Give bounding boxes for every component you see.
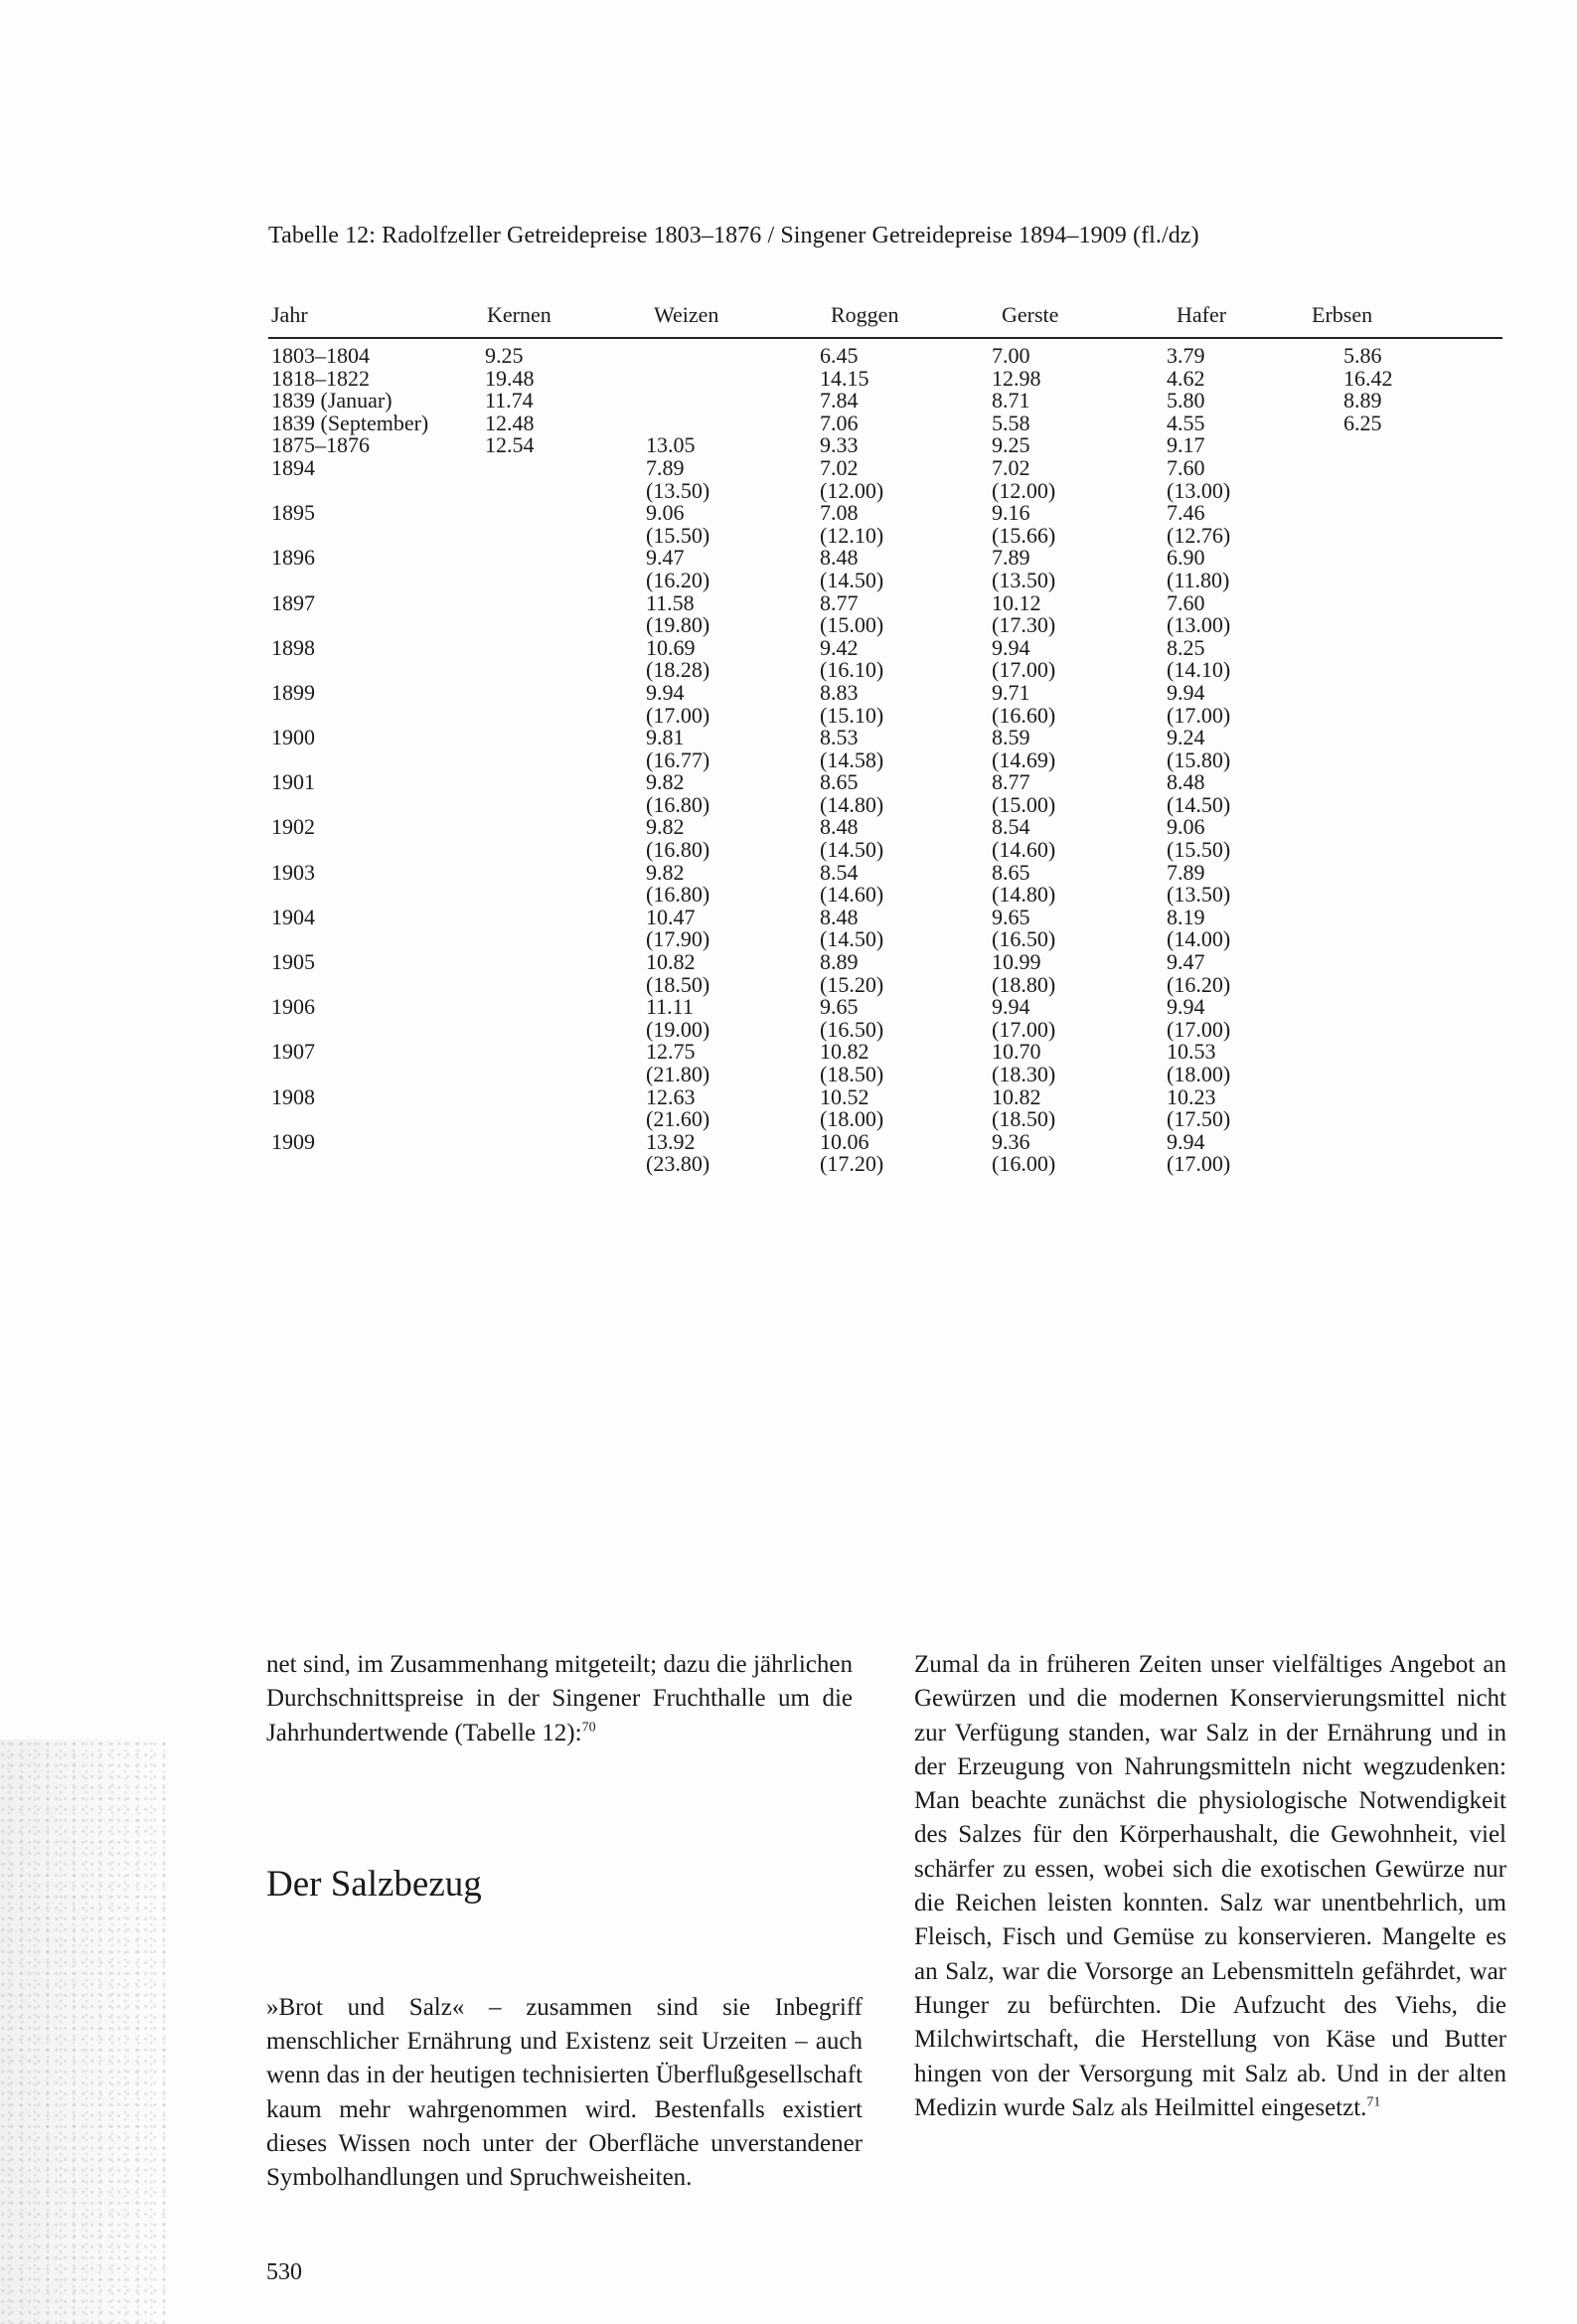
cell-roggen: 8.65 — [820, 769, 859, 795]
table-row — [268, 1016, 1502, 1042]
cell-weizen: 9.94 — [646, 679, 685, 705]
cell-roggen: (14.80) — [820, 791, 884, 817]
table-row — [268, 477, 1502, 503]
table-header — [268, 304, 1502, 339]
cell-gerste: 8.71 — [992, 388, 1030, 414]
cell-kernen: 9.25 — [485, 343, 524, 368]
cell-hafer: (18.00) — [1167, 1062, 1231, 1086]
cell-gerste: 10.12 — [992, 589, 1041, 615]
cell-gerste: (18.30) — [992, 1062, 1056, 1086]
cell-hafer: (13.50) — [1167, 882, 1231, 908]
cell-gerste: (17.00) — [992, 657, 1056, 683]
cell-weizen: 9.82 — [646, 814, 685, 840]
scan-edge-noise — [0, 1740, 169, 2324]
cell-roggen: 10.52 — [820, 1083, 869, 1109]
table-row — [268, 1083, 1502, 1109]
cell-roggen: 8.48 — [820, 814, 859, 840]
cell-roggen: 9.65 — [820, 994, 859, 1020]
footnote-70: 70 — [581, 1720, 596, 1736]
cell-roggen: (16.10) — [820, 657, 884, 683]
table-row — [268, 839, 1502, 862]
cell-roggen: (18.00) — [820, 1106, 884, 1132]
cell-weizen: (23.80) — [646, 1151, 710, 1177]
cell-roggen: (15.10) — [820, 702, 884, 728]
table-row — [268, 659, 1502, 682]
table-row — [268, 634, 1502, 660]
cell-gerste: 9.71 — [992, 679, 1030, 705]
cell-jahr: 1875–1876 — [271, 432, 370, 458]
table-row — [268, 727, 1502, 749]
cell-weizen: (16.80) — [646, 837, 710, 863]
cell-roggen: (15.20) — [820, 971, 884, 997]
cell-gerste: 9.36 — [992, 1128, 1030, 1154]
cell-jahr: 1909 — [271, 1128, 315, 1154]
cell-jahr: 1906 — [271, 994, 315, 1020]
cell-gerste: 8.65 — [992, 859, 1030, 885]
cell-weizen: 12.75 — [646, 1039, 696, 1065]
cell-hafer: 6.90 — [1167, 545, 1205, 571]
cell-weizen: (21.80) — [646, 1062, 710, 1086]
cell-weizen: 10.47 — [646, 904, 696, 929]
cell-hafer: 4.62 — [1167, 365, 1205, 391]
cell-roggen: 10.06 — [820, 1128, 869, 1154]
table-body — [268, 339, 1502, 1176]
cell-gerste: 7.00 — [992, 343, 1030, 368]
table-row — [268, 702, 1502, 728]
cell-roggen: 14.15 — [820, 365, 869, 391]
table-row — [268, 996, 1502, 1019]
cell-weizen: 11.11 — [646, 994, 694, 1020]
cell-hafer: (12.76) — [1167, 522, 1231, 548]
cell-weizen: (16.77) — [646, 747, 710, 772]
cell-weizen: (16.80) — [646, 791, 710, 817]
cell-weizen: (16.20) — [646, 567, 710, 592]
table-row — [268, 771, 1502, 794]
header-gerste: Gerste — [1002, 302, 1059, 327]
cell-jahr: 1908 — [271, 1083, 315, 1109]
cell-hafer: 9.94 — [1167, 1128, 1205, 1154]
cell-gerste: 12.98 — [992, 365, 1041, 391]
cell-kernen: 19.48 — [485, 365, 535, 391]
table-row — [268, 884, 1502, 907]
cell-weizen: 13.05 — [646, 432, 696, 458]
right-body-paragraph — [914, 1648, 1506, 2125]
cell-weizen: (21.60) — [646, 1106, 710, 1132]
cell-roggen: 8.77 — [820, 589, 859, 615]
cell-weizen: 13.92 — [646, 1128, 696, 1154]
cell-jahr: 1900 — [271, 725, 315, 750]
cell-jahr: 1907 — [271, 1039, 315, 1065]
cell-hafer: (17.50) — [1167, 1106, 1231, 1132]
table-row — [268, 679, 1502, 705]
cell-gerste: 7.02 — [992, 454, 1030, 480]
cell-gerste: 8.59 — [992, 725, 1030, 750]
table-row — [268, 567, 1502, 592]
cell-gerste: (16.00) — [992, 1151, 1056, 1177]
cell-roggen: (14.50) — [820, 567, 884, 592]
table-row — [268, 522, 1502, 548]
left-body-text: »Brot und Salz« – zusammen sind sie Inbegriff menschlicher Ernährung und Existenz seit Urzeiten – auch wenn das in der heutigen technisierten Überflußgesellschaft kaum mehr wahrgenommen wird. Bestenfalls existiert dieses Wissen noch unter der Oberfläche unverstandener Symbolhandlungen und Spruchweisheiten. — [266, 1994, 863, 2192]
cell-jahr: 1818–1822 — [271, 365, 370, 391]
cell-roggen: (14.50) — [820, 837, 884, 863]
cell-gerste: (16.50) — [992, 926, 1056, 952]
cell-gerste: 9.16 — [992, 500, 1030, 526]
cell-hafer: 9.94 — [1167, 679, 1205, 705]
cell-kernen: 12.54 — [485, 432, 535, 458]
cell-gerste: 8.77 — [992, 769, 1030, 795]
cell-jahr: 1903 — [271, 859, 315, 885]
cell-gerste: 8.54 — [992, 814, 1030, 840]
cell-gerste: 7.89 — [992, 545, 1030, 571]
cell-jahr: 1902 — [271, 814, 315, 840]
cell-roggen: 10.82 — [820, 1039, 869, 1065]
cell-roggen: 8.48 — [820, 545, 859, 571]
cell-gerste: (16.60) — [992, 702, 1056, 728]
cell-hafer: 7.60 — [1167, 454, 1205, 480]
table-row — [268, 390, 1502, 413]
cell-roggen: 8.89 — [820, 949, 859, 975]
header-kernen: Kernen — [487, 302, 552, 327]
cell-weizen: 9.47 — [646, 545, 685, 571]
table-row — [268, 1128, 1502, 1154]
cell-roggen: 7.08 — [820, 500, 859, 526]
cell-hafer: 5.80 — [1167, 388, 1205, 414]
table-row — [268, 454, 1502, 480]
table-row — [268, 928, 1502, 951]
cell-gerste: 9.65 — [992, 904, 1030, 929]
cell-weizen: (16.80) — [646, 882, 710, 908]
cell-weizen: (19.80) — [646, 612, 710, 638]
cell-gerste: (14.80) — [992, 882, 1056, 908]
cell-hafer: 3.79 — [1167, 343, 1205, 368]
cell-gerste: 10.70 — [992, 1039, 1041, 1065]
cell-erbsen: 16.42 — [1343, 365, 1393, 391]
cell-weizen: 10.82 — [646, 949, 696, 975]
cell-roggen: (12.00) — [820, 477, 884, 503]
cell-gerste: (15.66) — [992, 522, 1056, 548]
cell-weizen: 9.82 — [646, 769, 685, 795]
cell-roggen: 8.48 — [820, 904, 859, 929]
cell-hafer: 10.23 — [1167, 1083, 1216, 1109]
cell-hafer: (17.00) — [1167, 1016, 1231, 1042]
cell-roggen: (15.00) — [820, 612, 884, 638]
header-erbsen: Erbsen — [1312, 302, 1373, 327]
table-row — [268, 1153, 1502, 1176]
cell-roggen: 9.33 — [820, 432, 859, 458]
table-row — [268, 791, 1502, 817]
cell-hafer: 7.89 — [1167, 859, 1205, 885]
left-intro-paragraph — [266, 1648, 853, 1750]
table-row — [268, 589, 1502, 615]
cell-hafer: (15.80) — [1167, 747, 1231, 772]
cell-jahr: 1803–1804 — [271, 343, 370, 368]
cell-weizen: (18.28) — [646, 657, 710, 683]
cell-weizen: 7.89 — [646, 454, 685, 480]
grain-price-table — [268, 304, 1502, 1176]
cell-jahr: 1894 — [271, 454, 315, 480]
cell-kernen: 12.48 — [485, 410, 535, 435]
cell-gerste: (17.00) — [992, 1016, 1056, 1042]
table-row — [268, 816, 1502, 839]
cell-gerste: (12.00) — [992, 477, 1056, 503]
cell-gerste: (14.69) — [992, 747, 1056, 772]
cell-jahr: 1901 — [271, 769, 315, 795]
cell-gerste: 9.25 — [992, 432, 1030, 458]
table-row — [268, 971, 1502, 997]
footnote-71: 71 — [1366, 2094, 1381, 2110]
cell-roggen: (17.20) — [820, 1151, 884, 1177]
table-row — [268, 904, 1502, 929]
table-row — [268, 345, 1502, 368]
table-row — [268, 547, 1502, 570]
header-roggen: Roggen — [831, 302, 899, 327]
table-row — [268, 502, 1502, 525]
cell-hafer: 9.47 — [1167, 949, 1205, 975]
cell-hafer: 10.53 — [1167, 1039, 1216, 1065]
table-row — [268, 859, 1502, 885]
cell-roggen: 8.54 — [820, 859, 859, 885]
table-row — [268, 434, 1502, 457]
cell-weizen: (17.00) — [646, 702, 710, 728]
cell-roggen: (18.50) — [820, 1062, 884, 1086]
cell-jahr: 1899 — [271, 679, 315, 705]
left-intro-text: net sind, im Zusammenhang mitgeteilt; dazu die jährlichen Durchschnittspreise in der Singener Fruchthalle um die Jahrhundertwende (Tabelle 12): — [266, 1651, 853, 1746]
cell-gerste: 9.94 — [992, 994, 1030, 1020]
cell-hafer: 7.46 — [1167, 500, 1205, 526]
cell-roggen: (12.10) — [820, 522, 884, 548]
cell-erbsen: 8.89 — [1343, 388, 1382, 414]
cell-weizen: (15.50) — [646, 522, 710, 548]
header-hafer: Hafer — [1177, 302, 1227, 327]
cell-roggen: 7.06 — [820, 410, 859, 435]
cell-weizen: 9.82 — [646, 859, 685, 885]
cell-kernen: 11.74 — [485, 388, 534, 414]
cell-roggen: (16.50) — [820, 1016, 884, 1042]
cell-roggen: 9.42 — [820, 634, 859, 660]
cell-gerste: (15.00) — [992, 791, 1056, 817]
cell-erbsen: 5.86 — [1343, 343, 1382, 368]
cell-hafer: (14.50) — [1167, 791, 1231, 817]
cell-weizen: 9.06 — [646, 500, 685, 526]
table-row — [268, 1108, 1502, 1131]
cell-jahr: 1896 — [271, 545, 315, 571]
cell-hafer: 7.60 — [1167, 589, 1205, 615]
left-body-paragraph — [266, 1991, 863, 2195]
cell-jahr: 1897 — [271, 589, 315, 615]
table-row — [268, 951, 1502, 974]
cell-hafer: 8.48 — [1167, 769, 1205, 795]
cell-gerste: (18.50) — [992, 1106, 1056, 1132]
cell-jahr: 1839 (September) — [271, 410, 429, 435]
cell-hafer: (13.00) — [1167, 612, 1231, 638]
cell-hafer: (14.00) — [1167, 926, 1231, 952]
table-row — [268, 1064, 1502, 1086]
table-row — [268, 410, 1502, 435]
cell-jahr: 1839 (Januar) — [271, 388, 393, 414]
header-jahr: Jahr — [271, 302, 308, 327]
cell-weizen: (19.00) — [646, 1016, 710, 1042]
cell-roggen: 7.84 — [820, 388, 859, 414]
cell-jahr: 1895 — [271, 500, 315, 526]
cell-gerste: (13.50) — [992, 567, 1056, 592]
cell-roggen: (14.60) — [820, 882, 884, 908]
cell-weizen: 12.63 — [646, 1083, 696, 1109]
cell-hafer: 9.24 — [1167, 725, 1205, 750]
cell-gerste: 5.58 — [992, 410, 1030, 435]
cell-roggen: (14.58) — [820, 747, 884, 772]
cell-jahr: 1898 — [271, 634, 315, 660]
cell-weizen: 11.58 — [646, 589, 695, 615]
cell-hafer: 4.55 — [1167, 410, 1205, 435]
cell-hafer: (16.20) — [1167, 971, 1231, 997]
cell-erbsen: 6.25 — [1343, 410, 1382, 435]
table-row — [268, 1041, 1502, 1064]
cell-hafer: (13.00) — [1167, 477, 1231, 503]
cell-hafer: 9.06 — [1167, 814, 1205, 840]
cell-weizen: (17.90) — [646, 926, 710, 952]
cell-hafer: 8.19 — [1167, 904, 1205, 929]
cell-roggen: 8.53 — [820, 725, 859, 750]
cell-gerste: 10.82 — [992, 1083, 1041, 1109]
cell-roggen: 6.45 — [820, 343, 859, 368]
cell-gerste: (17.30) — [992, 612, 1056, 638]
table-row — [268, 614, 1502, 637]
right-body-text: Zumal da in früheren Zeiten unser vielfältiges Angebot an Gewürzen und die modernen Konservierungsmittel nicht zur Verfügung standen, war Salz in der Ernährung und in der Erzeugung von Nahrungsmitteln nicht wegzudenken: Man beachte zunächst die physiologische Notwendigkeit des Salzes für den Körperhaushalt, die Gewohnheit, viel schärfer zu essen, wobei sich die exotischen Gewürze nur die Reichen leisten konnten. Salz war unentbehrlich, um Fleisch, Fisch und Gemüse zu konservieren. Mangelte es an Salz, war die Vorsorge an Lebensmitteln gefährdet, war Hunger zu befürchten. Die Aufzucht des Viehs, die Milchwirtschaft, die Herstellung von Käse und Butter hingen von der Versorgung mit Salz ab. Und in der alten Medizin wurde Salz als Heilmittel eingesetzt. — [914, 1651, 1506, 2121]
cell-hafer: (17.00) — [1167, 702, 1231, 728]
cell-jahr: 1904 — [271, 904, 315, 929]
cell-roggen: 8.83 — [820, 679, 859, 705]
cell-hafer: 9.17 — [1167, 432, 1205, 458]
cell-gerste: 10.99 — [992, 949, 1041, 975]
cell-gerste: 9.94 — [992, 634, 1030, 660]
cell-roggen: 7.02 — [820, 454, 859, 480]
cell-weizen: 9.81 — [646, 725, 685, 750]
table-row — [268, 365, 1502, 391]
cell-weizen: (18.50) — [646, 971, 710, 997]
table-caption: Tabelle 12: Radolfzeller Getreidepreise 1803–1876 / Singener Getreidepreise 1894–1909 (fl./dz) — [268, 223, 1199, 249]
cell-roggen: (14.50) — [820, 926, 884, 952]
cell-gerste: (14.60) — [992, 837, 1056, 863]
section-heading: Der Salzbezug — [266, 1864, 482, 1905]
cell-hafer: (14.10) — [1167, 657, 1231, 683]
cell-weizen: 10.69 — [646, 634, 696, 660]
cell-hafer: 8.25 — [1167, 634, 1205, 660]
page-number: 530 — [266, 2259, 302, 2285]
cell-jahr: 1905 — [271, 949, 315, 975]
cell-hafer: (15.50) — [1167, 837, 1231, 863]
cell-weizen: (13.50) — [646, 477, 710, 503]
table-row — [268, 749, 1502, 772]
header-weizen: Weizen — [654, 302, 719, 327]
cell-hafer: 9.94 — [1167, 994, 1205, 1020]
cell-hafer: (11.80) — [1167, 567, 1230, 592]
cell-hafer: (17.00) — [1167, 1151, 1231, 1177]
cell-gerste: (18.80) — [992, 971, 1056, 997]
